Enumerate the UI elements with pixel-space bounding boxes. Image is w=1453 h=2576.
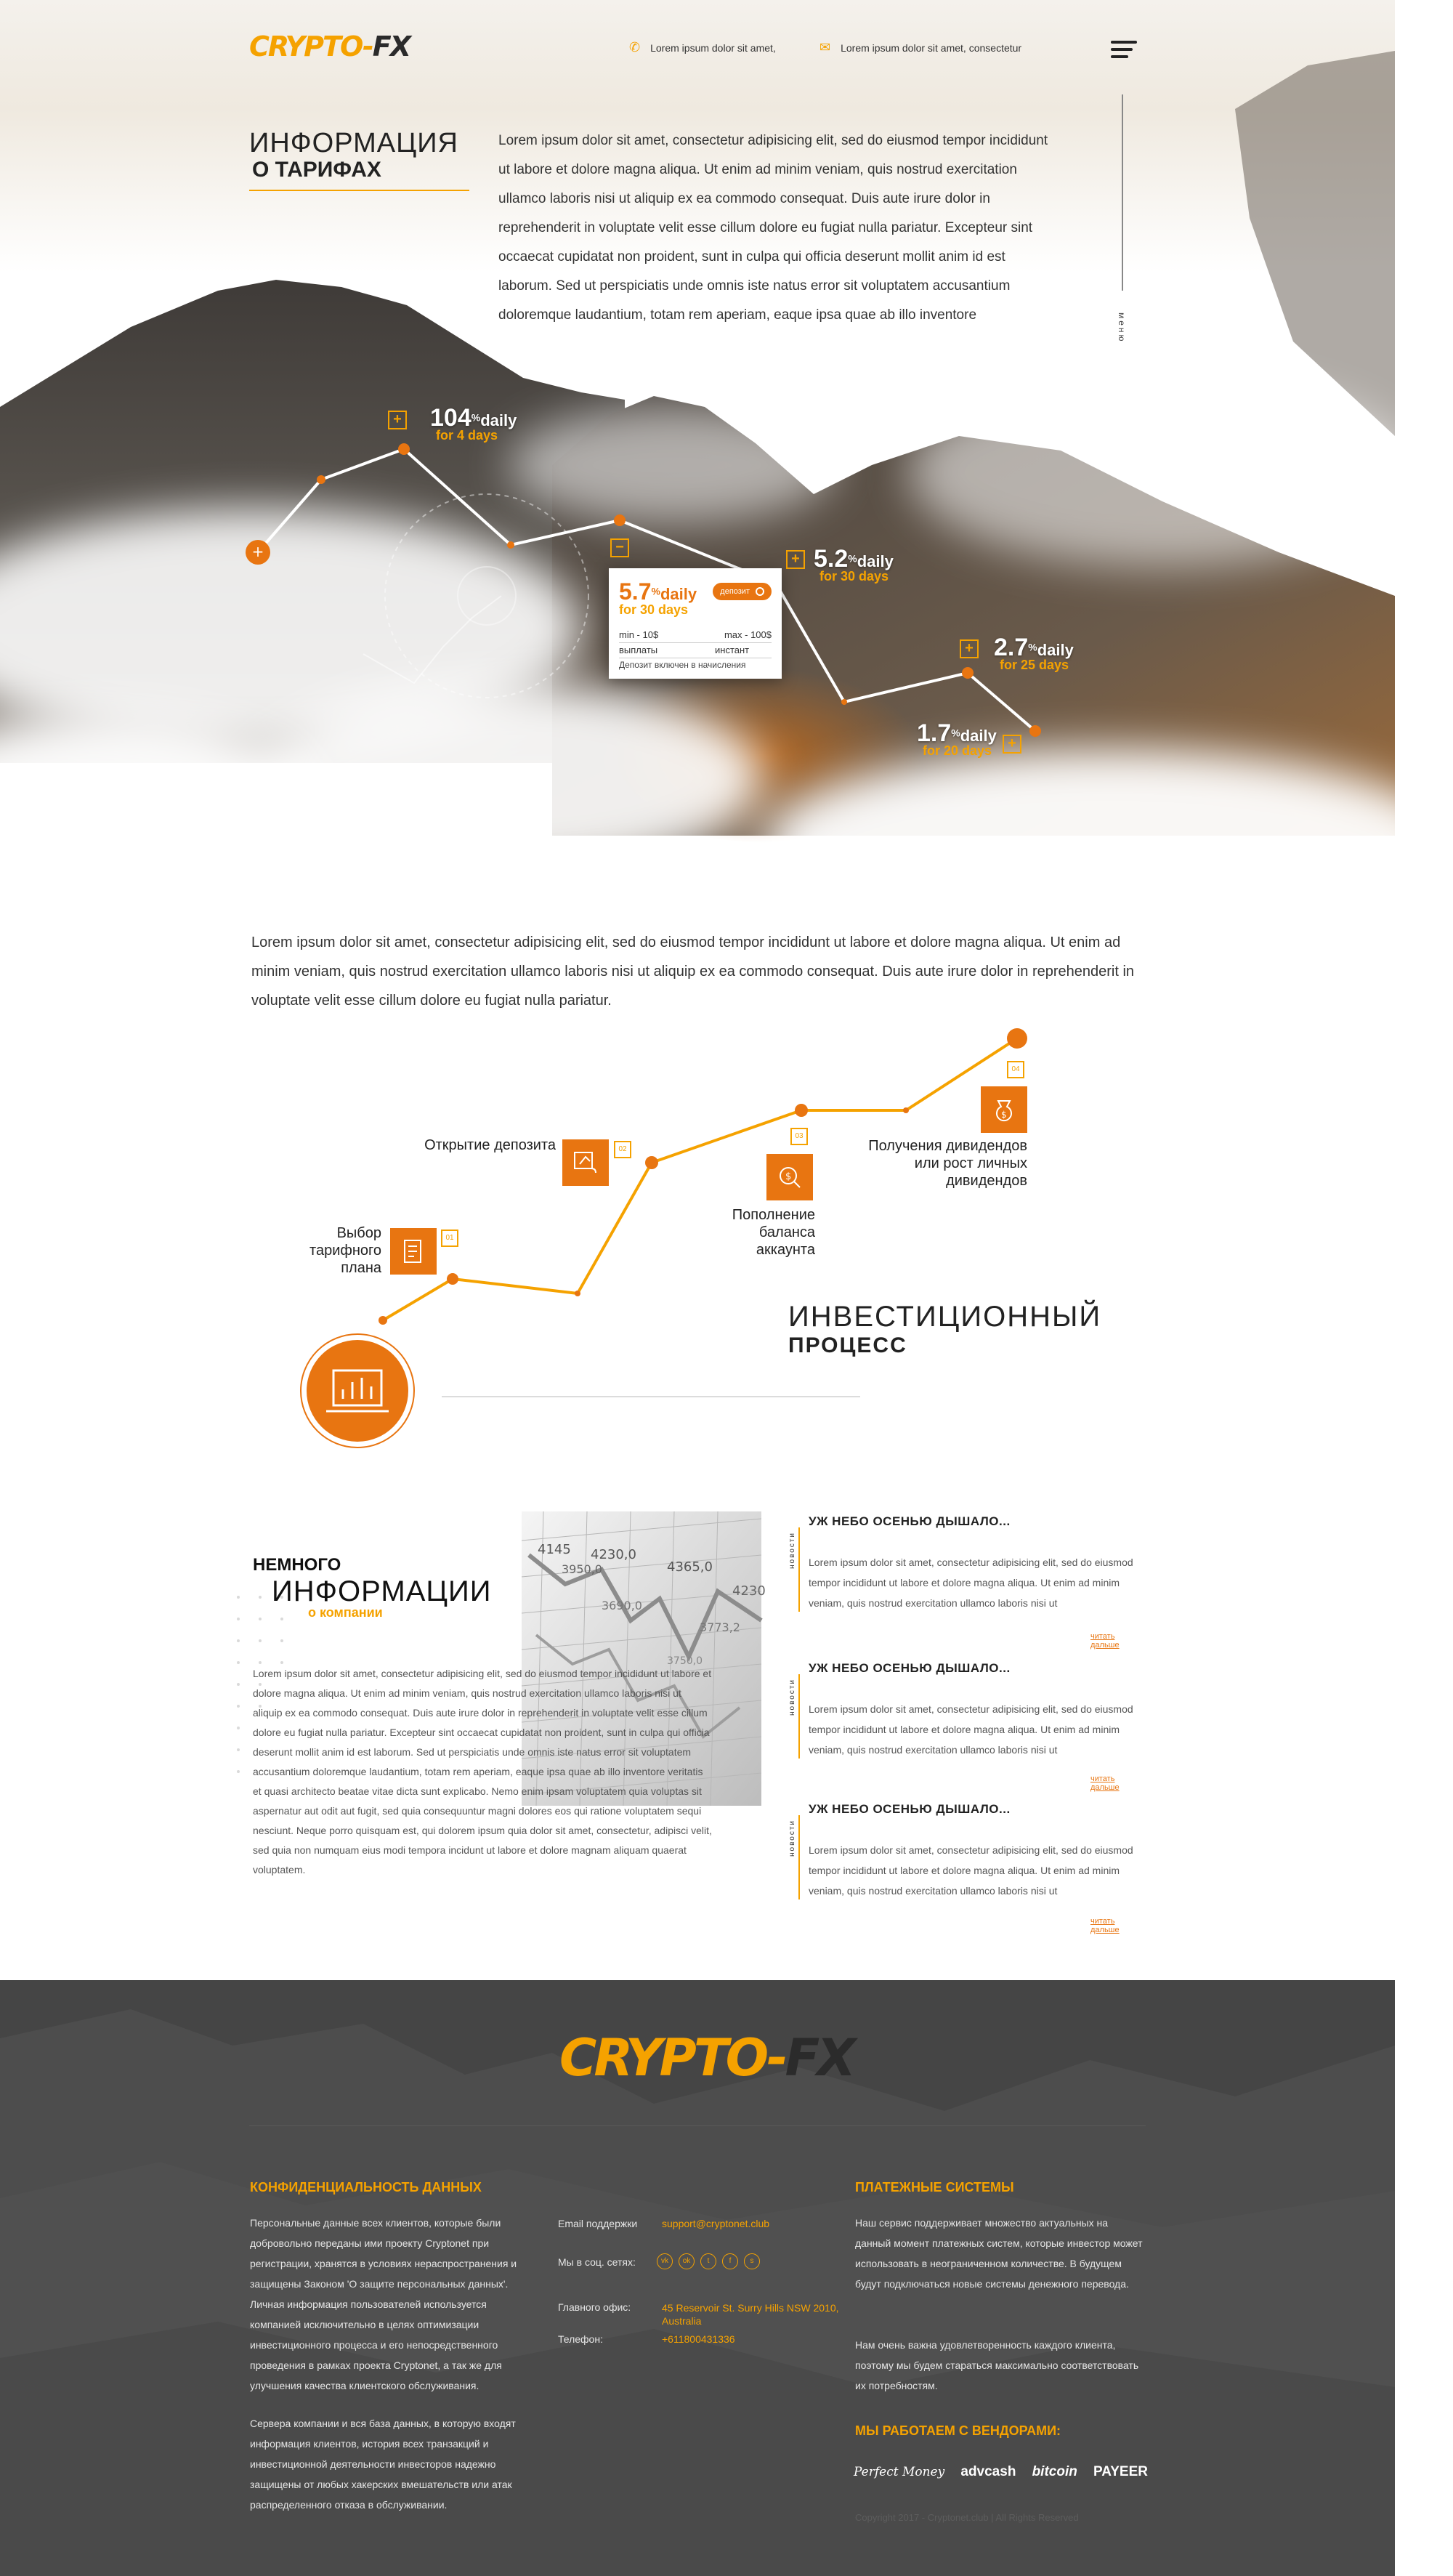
process-point — [645, 1156, 658, 1169]
process-title-light: ИНВЕСТИЦИОННЫЙ — [788, 1301, 1102, 1333]
phone-link[interactable]: +611800431336 — [662, 2333, 735, 2345]
chart-point — [507, 541, 514, 549]
step-3-label: Пополнение баланса аккаунта — [732, 1207, 815, 1258]
news-side-label: новости — [788, 1679, 796, 1716]
plan-1-value: 104 — [430, 404, 471, 432]
plan-1-days: for 4 days — [436, 428, 498, 443]
copyright: Copyright 2017 - Cryptonet.club | All Rights Reserved — [855, 2512, 1079, 2523]
plan-3-expand-button[interactable]: + — [960, 639, 979, 658]
about-title-1: НЕМНОГО — [253, 1555, 341, 1575]
process-line-chart — [0, 1010, 1395, 1461]
news-title[interactable]: УЖ НЕБО ОСЕНЬЮ ДЫШАЛО... — [809, 1661, 1011, 1675]
read-more-link[interactable]: читать дальше — [1090, 1774, 1120, 1792]
step-1-number: 01 — [441, 1230, 458, 1247]
process-end-point — [1007, 1028, 1027, 1049]
popup-payout: выплаты инстант — [619, 643, 772, 658]
step-3-number: 03 — [790, 1128, 808, 1145]
plan-2-expand-button[interactable]: + — [786, 550, 805, 569]
social-icons — [657, 2253, 760, 2269]
payments-title: ПЛАТЕЖНЫЕ СИСТЕМЫ — [855, 2180, 1014, 2195]
perfect-money-logo: Perfect Money — [854, 2465, 945, 2479]
logo-part-2: FX — [372, 31, 410, 62]
chart-point — [1029, 725, 1041, 737]
read-more-link[interactable]: читать дальше — [1090, 1632, 1120, 1650]
bitcoin-logo: bitcoin — [1032, 2464, 1077, 2479]
ok-icon[interactable]: ok — [679, 2253, 695, 2269]
payments-text-1: Наш сервис поддерживает множество актуальных на данный момент платежных систем, которые инвестор может использовать в неограниченном количестве. В будущем будут подключаться новые системы денежного перевода. — [855, 2217, 1143, 2290]
advcash-logo: advcash — [960, 2464, 1016, 2479]
step-4-number: 04 — [1007, 1061, 1024, 1078]
vendors-title: МЫ РАБОТАЕМ С ВЕНДОРАМИ: — [855, 2423, 1061, 2438]
chart-point — [962, 667, 974, 679]
process-point — [575, 1291, 580, 1296]
twitter-icon[interactable]: t — [700, 2253, 716, 2269]
phone-icon: ✆ — [629, 40, 641, 54]
svg-text:$: $ — [785, 1171, 792, 1182]
plan-1-expand-button[interactable]: + — [388, 411, 407, 429]
social-label: Мы в соц. сетях: — [558, 2256, 636, 2268]
read-more-link[interactable]: читать дальше — [1090, 1917, 1120, 1934]
popup-days: for 30 days — [619, 602, 689, 617]
chart-point — [398, 443, 410, 455]
footer — [0, 1980, 1395, 2576]
footer-divider — [249, 2125, 1146, 2126]
chart-point — [841, 699, 847, 705]
balance-topup-icon — [766, 1154, 813, 1200]
facebook-icon[interactable]: f — [722, 2253, 738, 2269]
logo-part-1: CRYPTO- — [249, 31, 373, 62]
chart-number: 4230 — [732, 1583, 766, 1599]
plan-3-label[interactable]: 2.7%daily for 25 days — [994, 634, 1074, 672]
process-point — [379, 1316, 387, 1325]
skype-icon[interactable]: s — [744, 2253, 760, 2269]
hero-section — [0, 0, 1395, 908]
process-point — [795, 1104, 808, 1117]
chart-point — [317, 475, 325, 484]
menu-vertical-label[interactable]: меню — [1117, 312, 1127, 344]
arrow-circle-icon — [756, 587, 764, 596]
header-email-text: Lorem ipsum dolor sit amet, consectetur — [841, 41, 1022, 54]
plan-4-label[interactable]: 1.7%daily for 20 days — [917, 719, 997, 758]
about-title-3: о компании — [308, 1605, 383, 1620]
privacy-text-1: Персональные данные всех клиентов, которые были добровольно переданы ими проекту Cryptonet при регистрации, хранятся в условиях нераспространения и защищены Законом 'О защите персональных данных'. Личная информация пользователей используется компанией исключительно в целях оптимизации инвестиционного процесса и его непосредственного проведения в рамках проекта Cryptonet, а так же для улучшения качества клиентского обслуживания. — [250, 2217, 517, 2391]
popup-note: Депозит включен в начисления — [619, 660, 746, 670]
news-title[interactable]: УЖ НЕБО ОСЕНЬЮ ДЫШАЛО... — [809, 1514, 1011, 1528]
plan-popup: 5.7%daily for 30 days депозит min - 10$ max - 100$ выплаты инстант Депозит включен в начисления — [609, 568, 782, 679]
plan-choice-icon — [390, 1228, 437, 1275]
plan-1-label[interactable]: 104%daily for 4 days — [430, 404, 517, 443]
chart-number: 3750,0 — [667, 1655, 703, 1667]
tariffs-title-bold: О ТАРИФАХ — [252, 158, 381, 182]
office-address: 45 Reservoir St. Surry Hills NSW 2010, Australia — [662, 2302, 839, 2327]
chart-number: 3690,0 — [602, 1599, 642, 1612]
deposit-open-icon — [562, 1139, 609, 1186]
deposit-button[interactable]: депозит — [713, 583, 772, 600]
news-title[interactable]: УЖ НЕБО ОСЕНЬЮ ДЫШАЛО... — [809, 1802, 1011, 1816]
step-1-label: Выбор тарифного плана — [309, 1225, 381, 1276]
chart-number: 4230,0 — [591, 1547, 636, 1562]
chart-number: 4365,0 — [667, 1559, 713, 1575]
tariffs-text: Lorem ipsum dolor sit amet, consectetur adipisicing elit, sed do eiusmod tempor incididunt ut labore et dolore magna aliqua. Ut enim ad minim veniam, quis nostrud exercitation ullamco laboris nisi ut aliquip ex ea commodo consequat. Duis aute irure dolor in reprehenderit in voluptate velit esse cillum dolore eu fugiat nulla pariatur. Excepteur sint occaecat cupidatat non proident, sunt in culpa qui officia deserunt mollit anim id est laborum. Sed ut perspiciatis unde omnis iste natus error sit voluptatem accusantium doloremque laudantium, totam rem aperiam, eaque ipsa quae ab illo inventore — [498, 133, 1048, 323]
svg-text:+: + — [251, 543, 264, 560]
office-label: Главного офис: — [558, 2301, 631, 2313]
step-2-number: 02 — [614, 1141, 631, 1158]
payeer-logo: PAYEER — [1093, 2464, 1148, 2479]
support-email-link[interactable]: support@cryptonet.club — [662, 2218, 770, 2229]
process-title — [788, 1301, 1101, 1358]
phone-label: Телефон: — [558, 2333, 603, 2345]
news-text: Lorem ipsum dolor sit amet, consectetur adipisicing elit, sed do eiusmod tempor incididunt ut labore et dolore magna aliqua. Ut enim ad minim veniam, quis nostrud exercitation ullamco laboris nisi ut — [809, 1703, 1133, 1756]
chart-point — [614, 514, 626, 526]
header-phone-text: Lorem ipsum dolor sit amet, — [650, 41, 776, 54]
chart-number: 4145 — [538, 1542, 571, 1557]
news-side-label: новости — [788, 1820, 796, 1857]
payments-text-2: Нам очень важна удовлетворенность каждого клиента, поэтому мы будем стараться максимально соответствовать их потребностям. — [855, 2339, 1139, 2391]
news-side-label: новости — [788, 1532, 796, 1570]
step-4-label: Получения дивидендов или рост личных дивидендов — [868, 1138, 1027, 1189]
privacy-text-2: Сервера компании и вся база данных, в которую входят информация клиентов, история всех транзакций и инвестиционной деятельности инвесторов надежно защищены от любых хакерских вмешательств или атак распределенного отказа в обслуживании. — [250, 2418, 516, 2511]
process-point — [447, 1273, 458, 1285]
support-label: Email поддержки — [558, 2218, 638, 2229]
dividends-icon — [981, 1086, 1027, 1133]
svg-text:$: $ — [1001, 1110, 1007, 1120]
privacy-title: КОНФИДЕНЦИАЛЬНОСТЬ ДАННЫХ — [250, 2180, 482, 2195]
step-2-label: Открытие депозита — [424, 1137, 556, 1153]
chart-number: 3773,2 — [700, 1620, 740, 1634]
chart-number: 3950,0 — [562, 1562, 602, 1576]
news-text: Lorem ipsum dolor sit amet, consectetur adipisicing elit, sed do eiusmod tempor incididunt ut labore et dolore magna aliqua. Ut enim ad minim veniam, quis nostrud exercitation ullamco laboris nisi ut — [809, 1556, 1133, 1609]
vendor-logos — [854, 2464, 1148, 2480]
footer-logo[interactable]: CRYPTO-FX — [559, 2028, 854, 2088]
process-title-bold: ПРОЦЕСС — [788, 1333, 907, 1357]
about-title-2: ИНФОРМАЦИИ — [272, 1575, 492, 1607]
mail-icon: ✉ — [819, 40, 831, 54]
tariffs-title-light: ИНФОРМАЦИЯ — [249, 128, 458, 158]
plan-2-label[interactable]: 5.2%daily for 30 days — [814, 545, 894, 584]
plan-4-expand-button[interactable]: + — [1003, 735, 1021, 754]
about-text: Lorem ipsum dolor sit amet, consectetur adipisicing elit, sed do eiusmod tempor incididunt ut labore et dolore magna aliqua. Ut enim ad minim veniam, quis nostrud exercitation ullamco laboris nisi ut aliquip ex ea commodo consequat. Duis aute irure dolor in reprehenderit in voluptate velit esse cillum dolore eu fugiat nulla pariatur. Excepteur sint occaecat cupidatat non proident, sunt in culpa qui officia deserunt mollit anim id est laborum. Sed ut perspiciatis unde omnis iste natus error sit voluptatem accusantium doloremque laudantium, totam rem aperiam, eaque ipsa quae ab illo inventore veritatis et quasi architecto beatae vitae dicta sunt explicabo. Nemo enim ipsam voluptatem quia voluptas sit aspernatur aut odit aut fugit, sed quia consequuntur magni dolores eos qui ratione voluptatem sequi nesciunt. Neque porro quisquam est, qui dolorem ipsum quia dolor sit amet, consectetur, adipisci velit, sed quia non numquam eius modi tempora incidunt ut labore et dolore magnam aliquam quaerat voluptatem. — [253, 1668, 712, 1876]
process-point — [903, 1107, 909, 1113]
popup-limits: min - 10$ max - 100$ — [619, 628, 772, 643]
tariff-line-chart — [0, 0, 1395, 908]
process-intro-text: Lorem ipsum dolor sit amet, consectetur adipisicing elit, sed do eiusmod tempor incididunt ut labore et dolore magna aliqua. Ut enim ad minim veniam, quis nostrud exercitation ullamco laboris nisi ut aliquip ex ea commodo consequat. Duis aute irure dolor in reprehenderit in voluptate velit esse cillum dolore eu fugiat nulla pariatur. — [251, 934, 1135, 1009]
popup-value: 5.7 — [619, 578, 652, 605]
plan-popup-collapse-button[interactable]: − — [610, 538, 629, 557]
vk-icon[interactable]: vk — [657, 2253, 673, 2269]
news-text: Lorem ipsum dolor sit amet, consectetur adipisicing elit, sed do eiusmod tempor incididunt ut labore et dolore magna aliqua. Ut enim ad minim veniam, quis nostrud exercitation ullamco laboris nisi ut — [809, 1844, 1133, 1897]
about-title — [253, 1555, 491, 1620]
